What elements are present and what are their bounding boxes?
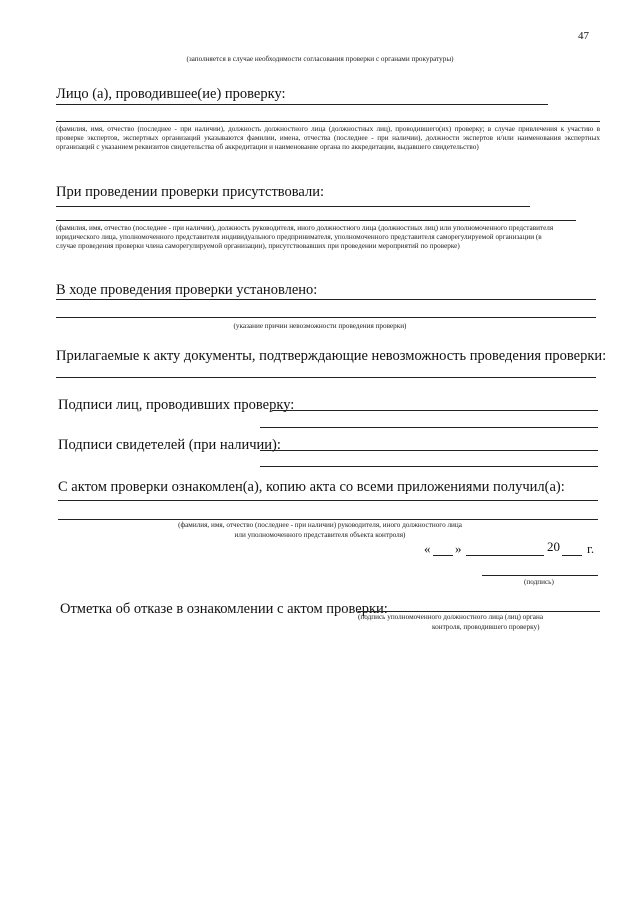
date-year-suffix: г. bbox=[587, 541, 595, 556]
acknowledgement-caption-2: или уполномоченного представителя объекта контроля) bbox=[234, 531, 406, 539]
findings-heading: В ходе проведения проверки установлено: bbox=[56, 282, 318, 298]
findings-caption: (указание причин невозможности проведения проверки) bbox=[233, 322, 407, 330]
inspectors-signature-line-2[interactable] bbox=[260, 427, 598, 428]
inspectors-caption: (фамилия, имя, отчество (последнее - при наличии), должность должностного лица (должностных лиц), проводившего(их) проверку; в случае привлечения к участию в проверке экспертов, экспертных организаций указываются фамилии, имена, отчества (последнее - при наличии), должности экспертов и/или наименования экспертных организаций с указанием реквизитов свидетельства об аккредитации и наименование органа по аккредитации, выдавшего свидетельство) bbox=[56, 125, 600, 151]
page-number: 47 bbox=[578, 30, 589, 42]
attendees-line-1[interactable] bbox=[56, 206, 530, 207]
acknowledgement-line-1[interactable] bbox=[58, 500, 598, 501]
date-month-field[interactable] bbox=[466, 555, 544, 556]
date-close-quote: » bbox=[455, 541, 462, 556]
attachments-line[interactable] bbox=[56, 377, 596, 378]
acknowledgement-heading: С актом проверки ознакомлен(а), копию акта со всеми приложениями получил(а): bbox=[58, 479, 565, 495]
acknowledgement-signature-line[interactable] bbox=[482, 575, 598, 576]
refusal-signature-line[interactable] bbox=[358, 611, 600, 612]
attachments-heading: Прилагаемые к акту документы, подтверждающие невозможность проведения проверки: bbox=[56, 348, 607, 364]
inspectors-signature-line-1[interactable] bbox=[272, 410, 598, 411]
date-day-field[interactable] bbox=[433, 555, 453, 556]
inspectors-signatures-heading: Подписи лиц, проводивших проверку: bbox=[58, 397, 295, 413]
findings-line-2[interactable] bbox=[56, 317, 596, 318]
attendees-line-2[interactable] bbox=[56, 220, 576, 221]
inspectors-line-1[interactable] bbox=[56, 104, 548, 105]
acknowledgement-caption-1: (фамилия, имя, отчество (последнее - при наличии) руководителя, иного должностного лица bbox=[178, 521, 462, 529]
findings-line-1[interactable] bbox=[56, 299, 596, 300]
witnesses-signature-line-1[interactable] bbox=[260, 450, 598, 451]
inspectors-line-2[interactable] bbox=[56, 121, 600, 122]
prosecutor-note: (заполняется в случае необходимости согласования проверки с органами прокуратуры) bbox=[186, 55, 454, 63]
refusal-caption-1: (подпись уполномоченного должностного лица (лиц) органа bbox=[358, 613, 544, 621]
inspectors-heading: Лицо (а), проводившее(ие) проверку: bbox=[56, 86, 286, 102]
refusal-heading: Отметка об отказе в ознакомлении с актом проверки: bbox=[60, 601, 388, 617]
signature-caption: (подпись) bbox=[524, 578, 554, 586]
attendees-heading: При проведении проверки присутствовали: bbox=[56, 184, 325, 200]
acknowledgement-line-2[interactable] bbox=[58, 519, 598, 520]
date-year-prefix: 20 bbox=[547, 539, 560, 554]
witnesses-signature-line-2[interactable] bbox=[260, 466, 598, 467]
refusal-caption-2: контроля, проводившего проверку) bbox=[432, 623, 540, 631]
witnesses-signatures-heading: Подписи свидетелей (при наличии): bbox=[58, 437, 281, 453]
date-open-quote: « bbox=[424, 541, 431, 556]
attendees-caption: (фамилия, имя, отчество (последнее - при наличии), должность руководителя, иного должностного лица (должностных лиц) или уполномоченного представителя юридического лица, уполномоченного представителя индивидуального предпринимателя, уполномоченного представителя саморегулируемой организации (в случае проведения проверки члена саморегулируемой организации), присутствовавших при проведении мероприятий по проверке) bbox=[56, 224, 554, 250]
date-year-field[interactable] bbox=[562, 555, 582, 556]
